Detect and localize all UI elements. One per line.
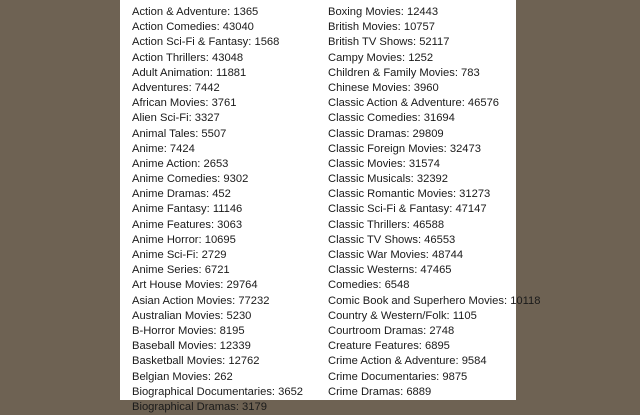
list-item: Adult Animation: 11881 [132, 66, 247, 79]
list-item: Country & Western/Folk: 1105 [328, 309, 477, 322]
list-item: Classic Westerns: 47465 [328, 264, 452, 277]
list-item: Basketball Movies: 12762 [132, 355, 260, 368]
list-item: Creature Features: 6895 [328, 340, 450, 353]
list-item: Campy Movies: 1252 [328, 51, 434, 64]
list-item: Chinese Movies: 3960 [328, 81, 439, 94]
list-item: Anime Dramas: 452 [132, 188, 231, 201]
list-item: Classic Comedies: 31694 [328, 112, 455, 125]
list-item: Asian Action Movies: 77232 [132, 294, 270, 307]
list-item: Anime: 7424 [132, 142, 195, 155]
list-item: Belgian Movies: 262 [132, 370, 233, 383]
list-item: Classic Musicals: 32392 [328, 173, 449, 186]
list-item: Anime Action: 2653 [132, 157, 229, 170]
list-item: B-Horror Movies: 8195 [132, 324, 245, 337]
list-item: Animal Tales: 5507 [132, 127, 227, 140]
list-item: Crime Dramas: 6889 [328, 385, 432, 398]
list-item: Classic Foreign Movies: 32473 [328, 142, 481, 155]
list-item: Crime Documentaries: 9875 [328, 370, 468, 383]
list-item: Classic Sci-Fi & Fantasy: 47147 [328, 203, 487, 216]
list-item: Classic Movies: 31574 [328, 157, 440, 170]
list-item: Alien Sci-Fi: 3327 [132, 112, 220, 125]
list-item: Anime Sci-Fi: 2729 [132, 249, 227, 261]
list-item: Comic Book and Superhero Movies: 10118 [328, 294, 541, 307]
list-item: Anime Series: 6721 [132, 264, 230, 277]
list-item: Classic Thrillers: 46588 [328, 218, 445, 231]
list-item: Anime Horror: 10695 [132, 233, 236, 246]
genre-list-right [328, 5, 540, 400]
list-item: Anime Features: 3063 [132, 218, 243, 231]
list-item: Adventures: 7442 [132, 81, 220, 94]
list-item: Classic Romantic Movies: 31273 [328, 188, 491, 201]
list-item: Classic War Movies: 48744 [328, 249, 464, 261]
list-item: Courtroom Dramas: 2748 [328, 324, 455, 337]
list-item: Biographical Dramas: 3179 [132, 400, 267, 413]
list-item: Anime Fantasy: 11146 [132, 203, 243, 216]
list-item: Classic TV Shows: 46553 [328, 233, 456, 246]
list-item: Classic Dramas: 29809 [328, 127, 444, 140]
list-item: Classic Action & Adventure: 46576 [328, 97, 500, 110]
list-item: Action Comedies: 43040 [132, 21, 254, 34]
list-item: Action & Adventure: 1365 [132, 6, 259, 18]
list-item: Comedies: 6548 [328, 279, 410, 292]
list-item: British Movies: 10757 [328, 21, 435, 34]
list-item: Action Sci-Fi & Fantasy: 1568 [132, 36, 280, 49]
list-item: Children & Family Movies: 783 [328, 66, 480, 79]
genre-list-left [132, 5, 303, 415]
list-item: African Movies: 3761 [132, 97, 237, 110]
list-item: Baseball Movies: 12339 [132, 340, 251, 353]
document-page [120, 0, 541, 413]
list-item: Australian Movies: 5230 [132, 309, 252, 322]
list-item: Action Thrillers: 43048 [132, 51, 244, 64]
list-item: Boxing Movies: 12443 [328, 6, 439, 18]
list-item: Crime Action & Adventure: 9584 [328, 355, 487, 368]
list-item: Art House Movies: 29764 [132, 279, 258, 292]
list-item: Biographical Documentaries: 3652 [132, 385, 304, 398]
list-item: Anime Comedies: 9302 [132, 173, 249, 186]
list-item: British TV Shows: 52117 [328, 36, 450, 49]
